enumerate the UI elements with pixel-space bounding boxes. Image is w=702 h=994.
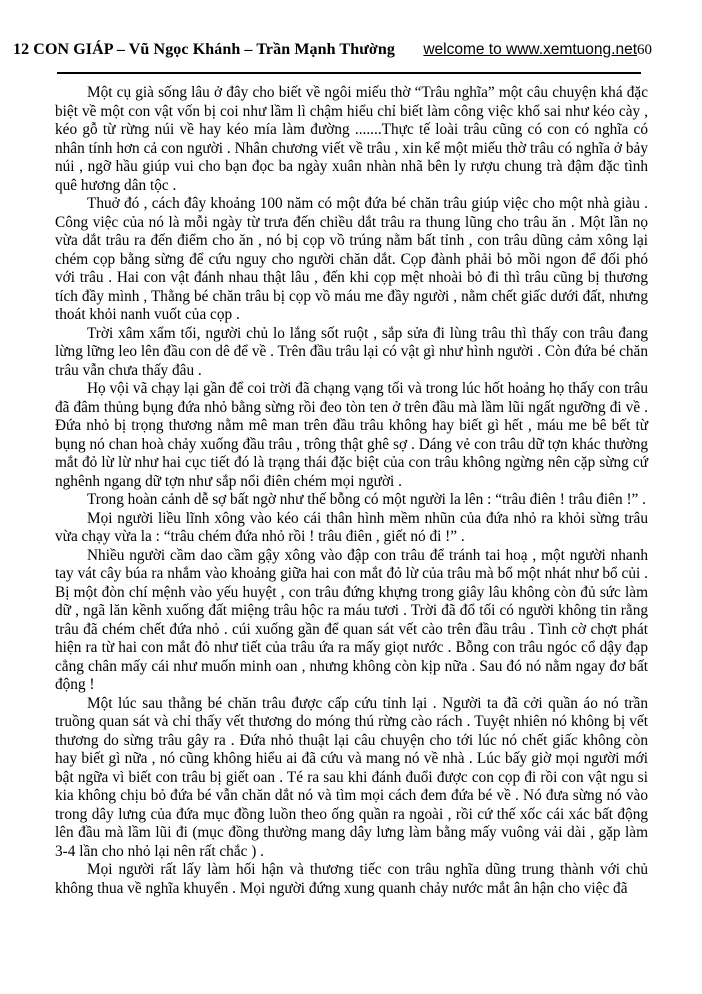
header-divider	[57, 72, 641, 74]
paragraph: Mọi người liều lĩnh xông vào kéo cái thân hình mềm nhũn của đứa nhỏ ra khỏi sừng trâu vừa chạy vừa la : “trâu chém đứa nhỏ rồi ! trâu điên , giết nó đi !” .	[55, 509, 648, 545]
paragraph: Mọi người rất lấy làm hối hận và thương tiếc con trâu nghĩa dũng trung thành với chủ không thua về nghĩa khuyển . Mọi người đứng xung quanh chảy nước mắt ân hận cho việc đã	[55, 861, 648, 897]
website-link[interactable]: welcome to www.xemtuong.net	[423, 41, 637, 58]
page-number: 60	[637, 42, 652, 58]
paragraph: Một cụ già sống lâu ở đây cho biết về ngôi miếu thờ “Trâu nghĩa” một câu chuyện khá đặc biệt về một con vật vốn bị coi như lầm lì chậm hiểu chỉ biết làm công việc khổ sai như kéo cày , kéo gỗ từ rừng núi về hay kéo mía làm đường .......Thực tế loài trâu cũng có con có nghĩa có nhân tính hơn cả con người . Nhân chương viết về trâu , xin kể một miếu thờ trâu có nghĩa ở bảy núi , ngỡ hầu giúp vui cho bạn đọc ba ngày xuân nhàn nhã bên ly rượu chung trà đậm đặc tình quê hương dân tộc .	[55, 84, 648, 194]
header-right	[423, 41, 652, 59]
document-body	[55, 84, 648, 898]
paragraph: Một lúc sau thằng bé chăn trâu được cấp cứu tỉnh lại . Người ta đã cởi quần áo nó trần truồng quan sát và chỉ thấy vết thương do móng thú rừng cào rách . Tuyệt nhiên nó không bị vết thương do sừng trâu gây ra . Đứa nhỏ thuật lại câu chuyện cho tới lúc nó chết giấc không còn hay biết gì nữa , nó cũng không hiểu ai đã cứu và mang nó về nhà . Lúc bấy giờ mọi người mới bật ngữa vì biết con trâu bị giết oan . Té ra sau khi đánh đuổi được con cọp đi rồi con vật ngu si kia không chịu bỏ đứa bé vẫn chăn dắt nó và tìm mọi cách đem đứa bé về . Nó đưa sừng nó vào trong dây lưng của đứa mục đồng luồn theo ống quần ra ngoài , rồi cứ thế xốc cái xác bất động lên đầu mà lầm lũi đi (mục đồng thường mang dây lưng làm bằng mấy vuông vải dài , gặp làm 3-4 lần cho nhỏ lại nên rất chắc ) .	[55, 694, 648, 860]
paragraph: Trời xâm xẩm tối, người chủ lo lắng sốt ruột , sắp sửa đi lùng trâu thì thấy con trâu đang lừng lững leo lên đầu con dê để về . Trên đầu trâu lại có vật gì như hình người . Còn đứa bé chăn trâu vẫn chưa thấy đâu .	[55, 324, 648, 379]
page-header	[13, 41, 652, 59]
paragraph: Nhiều người cầm dao cầm gậy xông vào đập con trâu để tránh tai hoạ , một người nhanh tay vát cây búa ra nhắm vào khoảng giữa hai con mắt đỏ lừ của trâu mà bổ một nhát như bổ củi . Bị một đòn chí mệnh vào yếu huyệt , con trâu đứng khựng trong giây lâu không còn đủ sức làm dữ , ngã lăn kềnh xuống đất miệng trâu hộc ra máu tươi . Trời đã đổ tối có người không tin rằng trâu đã chém chết đứa nhỏ . cúi xuống gần để quan sát vết cào trên đầu trâu . Tình cờ chợt phát hiện ra từ hai con mắt đỏ như tiết của trâu ứa ra mấy giọt nước . Bỗng con trâu ngóc cổ dậy đạp cẳng chân mấy cái như muốn minh oan , nhưng không còn kịp nữa . Sau đó nó nằm ngay đơ bất động !	[55, 546, 648, 693]
book-title: 12 CON GIÁP – Vũ Ngọc Khánh – Trần Mạnh Thường	[13, 41, 395, 58]
paragraph: Thuở đó , cách đây khoảng 100 năm có một đứa bé chăn trâu giúp việc cho một nhà giàu . Công việc của nó là mỗi ngày từ trưa đến chiều dắt trâu ra thung lũng cho trâu ăn . Một lần nọ vừa dắt trâu ra đến điểm cho ăn , nó bị cọp vồ trúng nằm bất tỉnh , con trâu dũng cảm xông lại chém cọp bằng sừng để cứu nguy cho người chăn dắt. Cọp đành phải bỏ mồi ngon để đối phó với trâu . Hai con vật đánh nhau thật lâu , đến khi cọp mệt nhoài bỏ đi thì trâu cũng bị thương tích đầy mình , Thằng bé chăn trâu bị cọp vồ máu me đầy người , nằm chết giấc dưới đất, nhưng thoát khỏi nanh vuốt của cọp .	[55, 195, 648, 323]
paragraph: Trong hoàn cảnh dễ sợ bất ngờ như thế bỗng có một người la lên : “trâu điên ! trâu điên !” .	[87, 491, 646, 508]
paragraph: Họ vội vã chạy lại gần để coi trời đã chạng vạng tối và trong lúc hốt hoảng họ thấy con trâu đã đâm thủng bụng đứa nhỏ bằng sừng rồi đeo tòn ten ở trên đầu mà lầm lũi ngất ngưỡng đi về . Đứa nhỏ bị trọng thương nằm mê man trên đầu trâu không hay biết gì hết , máu me bê bết từ bụng nó chan hoà chảy xuống đầu trâu , trông thật ghê sợ . Dáng vẻ con trâu dữ tợn khác thường mắt đỏ lừ lừ như hai cục tiết đó là trạng thái đặc biệt của con trâu không ngừng nên cặp sừng cứ nghênh ngang dữ tợn như sắp nổi điên chém mọi người .	[55, 380, 648, 490]
